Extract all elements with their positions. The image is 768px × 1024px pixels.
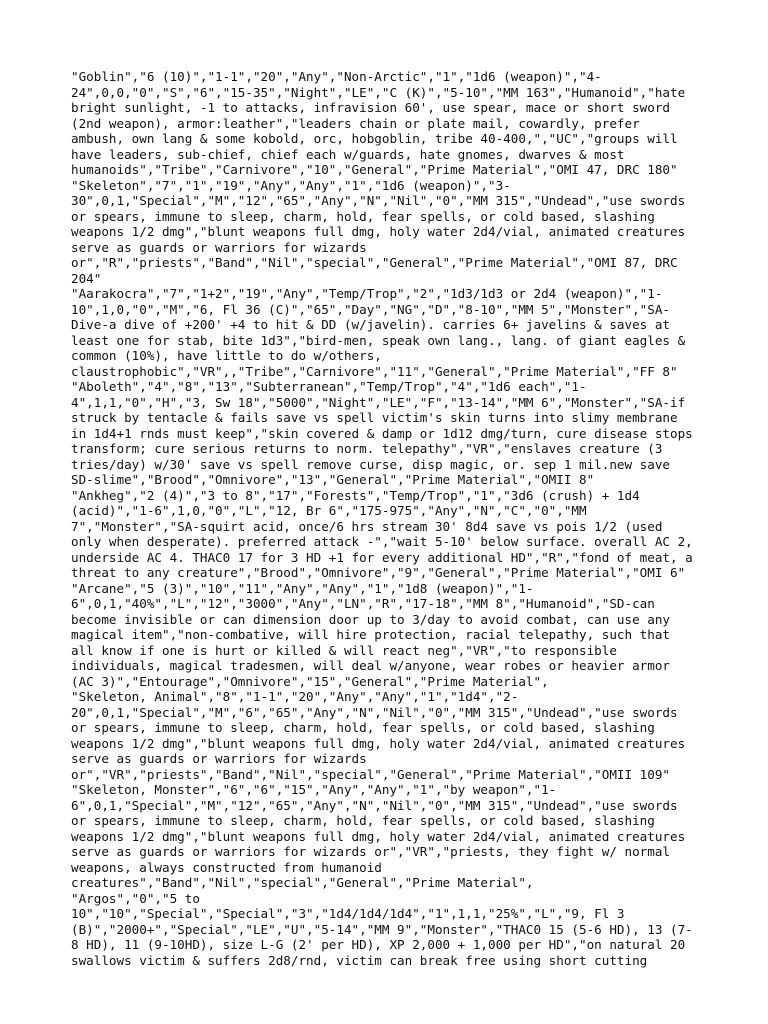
text-line: 20",0,1,"Special","M","6","65","Any","N","Nil","0","MM 315","Undead","use swords: [71, 704, 678, 720]
text-line: 7","Monster","SA-squirt acid, once/6 hrs stream 30' 8d4 save vs pois 1/2 (used: [71, 518, 663, 534]
text-line: ambush, own lang & some kobold, orc, hobgoblin, tribe 40-400,","UC","groups will: [71, 131, 678, 146]
text-line: (acid)","1-6",1,0,"0","L","12, Br 6","175-975","Any","N","C","0","MM: [71, 503, 587, 518]
text-line: 10","10","Special","Special","3","1d4/1d4/1d4","1",1,1,"25%","L","9, Fl 3: [71, 906, 625, 921]
text-line: 8 HD), 11 (9-10HD), size L-G (2' per HD), XP 2,000 + 1,000 per HD","on natural 20: [71, 937, 686, 952]
text-line: 24",0,0,"0","S","6","15-35","Night","LE","C (K)","5-10","MM 163","Humanoid","hate: [71, 84, 686, 100]
text-line: "Aarakocra","7","1+2","19","Any","Temp/Trop","2","1d3/1d3 or 2d4 (weapon)","1-: [71, 286, 663, 301]
text-line: swallows victim & suffers 2d8/rnd, victim can break free using short cutting: [71, 952, 648, 968]
text-line: (2nd weapon), armor:leather","leaders chain or plate mail, cowardly, prefer: [71, 115, 640, 131]
text-line: tries/day) w/30' save vs spell remove curse, disp magic, or. sep 1 mil.new save: [71, 456, 670, 472]
text-line: struck by tentacle & fails save vs spell victim's skin turns into slimy membrane: [71, 410, 678, 425]
text-line: "Skeleton, Animal","8","1-1","20","Any","Any","1","1d4","2-: [71, 689, 519, 704]
text-line: or","R","priests","Band","Nil","special","General","Prime Material","OMI 87, DRC: [71, 255, 678, 270]
text-line: creatures","Band","Nil","special","General","Prime Material",: [71, 875, 534, 890]
text-line: weapons 1/2 dmg","blunt weapons full dmg, holy water 2d4/vial, animated creatures: [71, 224, 686, 239]
text-line: 6",0,1,"40%","L","12","3000","Any","LN","R","17-18","MM 8","Humanoid","SD-can: [71, 596, 655, 611]
text-line: weapons 1/2 dmg","blunt weapons full dmg, holy water 2d4/vial, animated creatures: [71, 735, 686, 751]
text-line: 204": [71, 270, 102, 286]
text-line: bright sunlight, -1 to attacks, infravision 60', use spear, mace or short sword: [71, 100, 670, 115]
text-line: humanoids","Tribe","Carnivore","10","General","Prime Material","OMI 47, DRC 180": [71, 162, 678, 177]
text-line: Dive-a dive of +200' +4 to hit & DD (w/javelin). carries 6+ javelins & saves at: [71, 317, 670, 332]
text-line: (B)","2000+","Special","LE","U","5-14","MM 9","Monster","THAC0 15 (5-6 HD), 13 (7-: [71, 921, 693, 937]
text-line: weapons, always constructed from humanoid: [71, 859, 382, 875]
text-line: or spears, immune to sleep, charm, hold, fear spells, or cold based, slashing: [71, 208, 655, 224]
text-line: "Skeleton","7","1","19","Any","Any","1","1d6 (weapon)","3-: [71, 177, 511, 193]
text-line: "Skeleton, Monster","6","6","15","Any","Any","1","by weapon","1-: [71, 782, 557, 797]
text-line: magical item","non-combative, will hire protection, racial telepathy, such that: [71, 627, 670, 642]
text-line: serve as guards or warriors for wizards: [71, 239, 367, 255]
text-line: in 1d4+1 rnds must keep","skin covered & damp or 1d12 dmg/turn, cure disease stops: [71, 425, 693, 441]
text-line: least one for stab, bite 1d3","bird-men, speak own lang., lang. of giant eagles &: [71, 332, 686, 348]
text-line: SD-slime","Brood","Omnivore","13","General","Prime Material","OMII 8": [71, 472, 595, 487]
text-line: or spears, immune to sleep, charm, hold, fear spells, or cold based, slashing: [71, 813, 655, 828]
text-line: "Ankheg","2 (4)","3 to 8","17","Forests","Temp/Trop","1","3d6 (crush) + 1d4: [71, 487, 640, 503]
text-line: individuals, magical tradesmen, will deal w/anyone, wear robes or heavier armor: [71, 658, 670, 673]
document-text: [71, 69, 701, 968]
text-line: or spears, immune to sleep, charm, hold, fear spells, or cold based, slashing: [71, 720, 655, 735]
text-line: become invisible or can dimension door up to 3/day to avoid combat, can use any: [71, 611, 670, 627]
text-line: all know if one is hurt or killed & will react neg","VR","to responsible: [71, 642, 617, 658]
text-line: (AC 3)","Entourage","Omnivore","15","General","Prime Material",: [71, 673, 549, 689]
text-line: "Arcane","5 (3)","10","11","Any","Any","1","1d8 (weapon)","1-: [71, 580, 534, 596]
text-line: 10",1,0,"0","M","6, Fl 36 (C)","65","Day","NG","D","8-10","MM 5","Monster","SA-: [71, 301, 670, 317]
text-line: common (10%), have little to do w/others,: [71, 348, 382, 363]
text-line: serve as guards or warriors for wizards or","VR","priests, they fight w/ normal: [71, 844, 670, 859]
text-line: threat to any creature","Brood","Omnivore","9","General","Prime Material","OMI 6": [71, 565, 686, 580]
text-line: claustrophobic","VR",,"Tribe","Carnivore","11","General","Prime Material","FF 8": [71, 363, 678, 379]
text-line: "Aboleth","4","8","13","Subterranean","Temp/Trop","4","1d6 each","1-: [71, 379, 587, 394]
text-line: 6",0,1,"Special","M","12","65","Any","N","Nil","0","MM 315","Undead","use swords: [71, 797, 678, 813]
text-line: underside AC 4. THAC0 17 for 3 HD +1 for every additional HD","R","fond of meat, a: [71, 549, 693, 565]
text-line: only when desperate). preferred attack -","wait 5-10' below surface. overall AC 2,: [71, 534, 693, 549]
text-line: transform; cure serious returns to norm. telepathy","VR","enslaves creature (3: [71, 441, 663, 456]
text-line: serve as guards or warriors for wizards: [71, 751, 367, 766]
text-line: 30",0,1,"Special","M","12","65","Any","N","Nil","0","MM 315","Undead","use swords: [71, 193, 686, 208]
text-line: weapons 1/2 dmg","blunt weapons full dmg, holy water 2d4/vial, animated creatures: [71, 828, 686, 844]
text-line: or","VR","priests","Band","Nil","special","General","Prime Material","OMII 109": [71, 766, 670, 782]
text-line: "Argos","0","5 to: [71, 890, 200, 906]
text-line: have leaders, sub-chief, chief each w/guards, hate gnomes, dwarves & most: [71, 146, 625, 162]
text-line: "Goblin","6 (10)","1-1","20","Any","Non-Arctic","1","1d6 (weapon)","4-: [71, 69, 602, 84]
text-line: 4",1,1,"0","H","3, Sw 18","5000","Night","LE","F","13-14","MM 6","Monster","SA-if: [71, 394, 686, 410]
